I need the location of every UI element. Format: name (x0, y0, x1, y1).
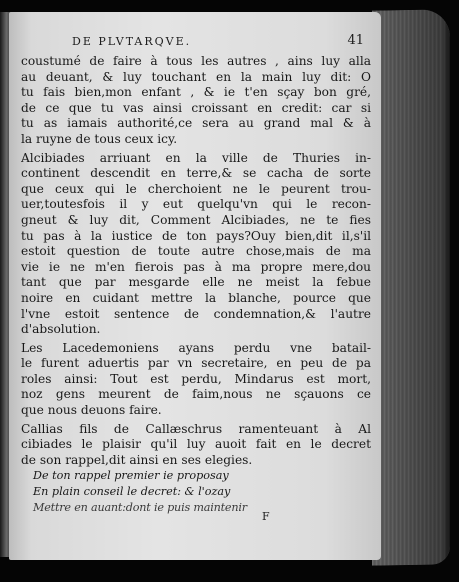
verse-line: Mettre en auant:dont ie puis maintenir (33, 500, 247, 514)
text-line: roles ainsi: Tout est perdu, Mindarus est mort, (21, 371, 371, 386)
running-title: DE PLVTARQVE. (72, 35, 192, 48)
text-line: continent descendit en terre,& se cacha de sorte (21, 166, 371, 181)
text-line: Alcibiades arriuant en la ville de Thuries in- (21, 150, 371, 165)
text-line: la ruyne de tous ceux icy. (21, 131, 178, 146)
catchword: F (262, 510, 270, 523)
text-line: tu pas à la iustice de ton pays?Ouy bien,dit il,s'il (21, 228, 371, 243)
verse-line: En plain conseil le decret: & l'ozay (33, 485, 231, 499)
text-line: tu fais bien,mon enfant , & ie t'en sçay bon gré, (21, 85, 371, 100)
text-line: vie ie ne m'en fierois pas à ma propre mere,dou (21, 259, 371, 274)
text-line: l'vne estoit sentence de condemnation,& l'autre (21, 306, 371, 321)
text-line: que nous deuons faire. (21, 403, 162, 418)
text-line: noz gens meurent de faim,nous ne sçauons ce (21, 387, 371, 402)
paragraph-2 (21, 151, 371, 338)
text-line: cibiades le plaisir qu'il luy auoit fait en le decret (21, 437, 371, 452)
text-line: au deuant, & luy touchant en la main luy dit: O (21, 69, 371, 84)
text-line: tu as iamais authorité,ce sera au grand mal & à (21, 116, 371, 131)
text-line: le furent aduertis par vn secretaire, en peu de pa (21, 356, 371, 371)
page-fore-edge (372, 9, 450, 565)
text-line: gneut & luy dit, Comment Alcibiades, ne te fies (21, 212, 371, 227)
text-line: Callias fils de Callæschrus ramenteuant à Al (21, 421, 371, 436)
text-line: de ce que tu vas ainsi croissant en credit: car si (21, 100, 371, 115)
paragraph-3 (21, 341, 371, 419)
text-line: Les Lacedemoniens ayans perdu vne batail- (21, 340, 371, 355)
page-number: 41 (347, 33, 364, 48)
verse-line: De ton rappel premier ie proposay (33, 469, 229, 483)
paragraph-4 (21, 422, 371, 469)
text-line: d'absolution. (21, 322, 101, 337)
paragraph-1 (21, 54, 371, 148)
text-line: uer,toutesfois il y eut quelqu'vn qui le recon- (21, 197, 371, 212)
page-header (72, 35, 364, 51)
text-line: de son rappel,dit ainsi en ses elegies. (21, 452, 253, 467)
text-line: que ceux qui le cherchoient ne le peurent trou- (21, 181, 371, 196)
page-body (21, 54, 371, 515)
text-line: noire en cuidant mettre la blanche, pource que (21, 290, 371, 305)
text-line: coustumé de faire à tous les autres , ains luy alla (21, 54, 371, 68)
text-line: estoit question de toute autre chose,mais de ma (21, 244, 371, 259)
text-line: tant que par mesgarde elle ne meist la febue (21, 275, 371, 290)
verse-quotation (21, 468, 371, 515)
